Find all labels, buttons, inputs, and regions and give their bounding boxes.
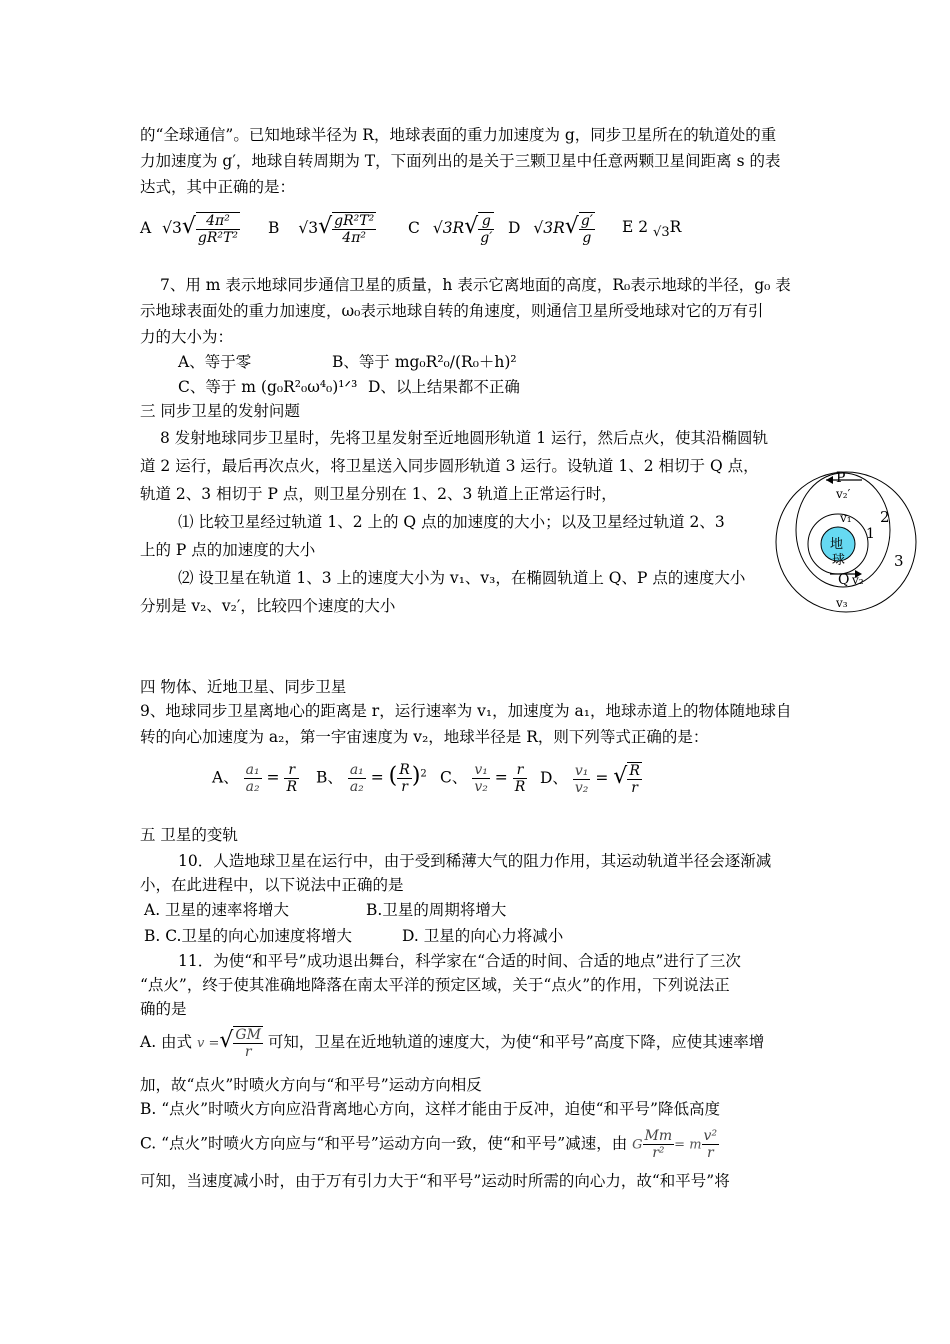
q6-d-fraction: $\frac{g'}{g}$ (580, 213, 593, 246)
q9-line-1: 9、地球同步卫星离地心的距离是 r，运行速率为 v₁，加速度为 a₁，地球赤道上的物体随地球自 (140, 702, 792, 720)
q8-line-5: 上的 P 点的加速度的大小 (140, 541, 316, 559)
label-v3: v₃ (836, 596, 848, 610)
earth-label-1: 地 (830, 537, 844, 552)
q9-line-2: 转的向心加速度为 a₂，第一宇宙速度为 v₂，地球半径是 R，则下列等式正确的是： (140, 728, 709, 746)
q6-option-c: C √3R√ $\frac{g}{g'}$ (408, 213, 493, 246)
q8-line-1: 8 发射地球同步卫星时，先将卫星发射至近地圆形轨道 1 运行，然后点火，使其沿椭圆轨 (160, 429, 769, 447)
earth-label-2: 球 (832, 553, 846, 568)
q11-option-c: C. “点火”时喷火方向应与“和平号”运动方向一致，使“和平号”减速，由 G $\frac{Mm}{\text{r²}}$ = m $\frac{\text{v²}}{r}$ (140, 1128, 718, 1161)
q6-option-b: B √3√ $\frac{\text{gR²T²}}{\text{4π²}}$ (268, 213, 375, 246)
q9-option-c: C、 $\frac{\text{v₁}}{\text{v₂}}$ = $\frac{r}{R}$ (440, 762, 526, 795)
q9-d-label: D、 (540, 769, 568, 787)
q6-option-e (622, 218, 681, 240)
q11-option-a: A. 由式 v =√ $\frac{GM}{r}$ 可知，卫星在近地轨道的速度大，为使“和平号”高度下降，应使其速率增 (140, 1027, 765, 1060)
q6-a-fraction: $\frac{\text{4π²}}{\text{gR²T²}}$ (197, 213, 238, 246)
q7-line-3: 力的大小为： (140, 328, 234, 346)
q9-option-d: D、 $\frac{\text{v₁}}{\text{v₂}}$ = √ $\frac{R}{r}$ (540, 762, 640, 796)
q8-line-4: ⑴ 比较卫星经过轨道 1、2 上的 Q 点的加速度的大小；以及卫星经过轨道 2、3 (178, 513, 725, 531)
q6-b-outer: √3 (298, 219, 319, 237)
q9-a-label: A、 (212, 768, 239, 787)
q11-line-3: 确的是 (140, 1000, 187, 1018)
q7-option-a: A、等于零 (178, 353, 252, 371)
q6-option-d: D √3R√ $\frac{g'}{g}$ (508, 213, 593, 246)
q8-line-3: 轨道 2、3 相切于 P 点，则卫星分别在 1、2、3 轨道上正常运行时， (140, 485, 617, 503)
label-v2-prime: v₂′ (836, 487, 851, 501)
arrow-p-head (826, 476, 833, 484)
section-3-title: 三 同步卫星的发射问题 (140, 402, 300, 420)
q6-e-mid: √3 (653, 225, 670, 240)
intro-line-1: 的“全球通信”。已知地球半径为 R，地球表面的重力加速度为 g，同步卫星所在的轨道处的重 (140, 126, 777, 144)
q9-c-label: C、 (440, 768, 468, 787)
label-orbit-2: 2 (880, 508, 890, 526)
q11-c-line-2: 可知，当速度减小时，由于万有引力大于“和平号”运动时所需的向心力，故“和平号”将 (140, 1172, 730, 1190)
orbit-diagram (770, 460, 920, 620)
q6-c-pre: √3R (432, 219, 465, 237)
q10-option-b: B.卫星的周期将增大 (366, 901, 507, 919)
label-q: Q (838, 572, 850, 588)
q11-a-line-2: 加，故“点火”时喷火方向与“和平号”运动方向相反 (140, 1076, 482, 1094)
label-v2: v₂ (852, 573, 864, 587)
intro-line-2: 力加速度为 g′，地球自转周期为 T，下面列出的是关于三颗卫星中任意两颗卫星间距离 s 的表 (140, 152, 781, 170)
q6-e-post: R (669, 218, 682, 236)
intro-line-3: 达式，其中正确的是： (140, 178, 296, 196)
q9-option-b: B、 $\frac{\text{a₁}}{\text{a₂}}$ = ( $\frac{R}{r}$ )$^2$ (316, 762, 427, 795)
q9-b-label: B、 (316, 768, 343, 787)
q10-option-c: B. C.卫星的向心加速度将增大 (144, 927, 352, 945)
q10-line-2: 小，在此进程中，以下说法中正确的是 (140, 876, 404, 894)
q10-option-a: A. 卫星的速率将增大 (144, 901, 290, 919)
q6-c-label: C (408, 219, 420, 237)
section-4-title: 四 物体、近地卫星、同步卫星 (140, 678, 347, 696)
q8-line-2: 道 2 运行，最后再次点火，将卫星送入同步圆形轨道 3 运行。设轨道 1、2 相切于 Q 点， (140, 457, 759, 475)
q10-option-d: D. 卫星的向心力将减小 (402, 927, 564, 945)
label-orbit-3: 3 (894, 552, 904, 570)
label-v1: v₁ (840, 511, 852, 525)
q6-a-outer: √3 (162, 219, 182, 237)
q9-option-a: A、 $\frac{\text{a₁}}{\text{a₂}}$ = $\frac{r}{R}$ (212, 762, 298, 795)
q6-b-fraction: $\frac{\text{gR²T²}}{\text{4π²}}$ (334, 213, 375, 246)
q11-a-post: 可知，卫星在近地轨道的速度大，为使“和平号”高度下降，应使其速率增 (267, 1033, 765, 1051)
q6-b-label: B (268, 219, 280, 237)
q6-d-pre: √3R (533, 219, 565, 237)
section-5-title: 五 卫星的变轨 (140, 826, 238, 844)
label-orbit-1: 1 (866, 526, 875, 542)
q6-d-label: D (508, 219, 521, 237)
q7-line-2: 示地球表面处的重力加速度，ω₀表示地球自转的角速度，则通信卫星所受地球对它的万有引 (140, 302, 764, 320)
q6-a-label: A (140, 219, 152, 237)
label-p: P (836, 470, 846, 486)
q11-a-pre: A. 由式 (140, 1033, 193, 1051)
q6-c-fraction: $\frac{g}{g'}$ (480, 213, 493, 246)
q6-option-a: A √3√ $\frac{\text{4π²}}{\text{gR²T²}}$ (140, 213, 238, 246)
q7-line-1: 7、用 m 表示地球同步通信卫星的质量，h 表示它离地面的高度，R₀表示地球的半径，g₀ 表 (160, 276, 791, 294)
q11-c-pre: C. “点火”时喷火方向应与“和平号”运动方向一致，使“和平号”减速，由 (140, 1134, 628, 1153)
q10-line-1: 10．人造地球卫星在运行中，由于受到稀薄大气的阻力作用，其运动轨道半径会逐渐减 (178, 852, 772, 870)
q7-option-c: C、等于 m (g₀R²₀ω⁴₀)¹ᐟ³ (178, 378, 358, 396)
q7-option-d: D、以上结果都不正确 (368, 378, 520, 396)
q11-option-b: B. “点火”时喷火方向应沿背离地心方向，这样才能由于反冲，迫使“和平号”降低高度 (140, 1100, 720, 1118)
q7-option-b: B、等于 mg₀R²₀/(R₀＋h)² (332, 353, 517, 371)
q11-line-1: 11．为使“和平号”成功退出舞台，科学家在“合适的时间、合适的地点”进行了三次 (178, 952, 741, 970)
q8-line-6: ⑵ 设卫星在轨道 1、3 上的速度大小为 v₁、v₃，在椭圆轨道上 Q、P 点的速度大小 (178, 569, 746, 587)
q6-e-label: E 2 (622, 218, 649, 236)
q8-line-7: 分别是 v₂、v₂′，比较四个速度的大小 (140, 597, 396, 615)
q11-line-2: “点火”，终于使其准确地降落在南太平洋的预定区域，关于“点火”的作用，下列说法正 (140, 976, 730, 994)
